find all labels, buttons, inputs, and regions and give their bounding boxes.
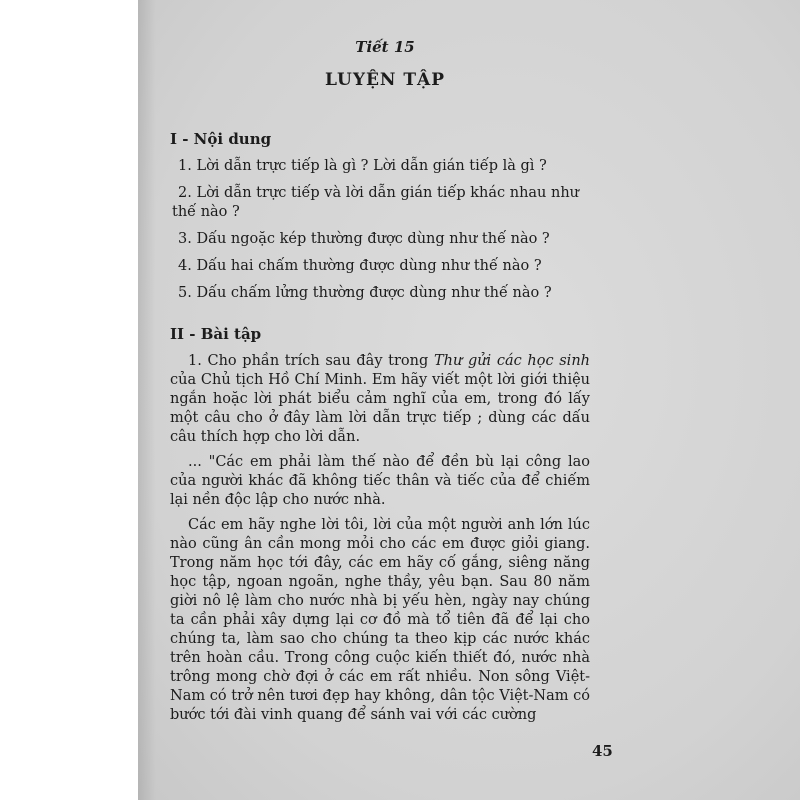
exercise-1-instructions: 1. Cho phần trích sau đây trong Thư gửi các học sinh của Chủ tịch Hồ Chí Minh. Em hãy viết một lời giới thiệu ngắn hoặc lời phát biểu cảm nghĩ của em, trong đó lấy một câu cho ở đây làm lời dẫn trực tiếp ; dùng các dấu câu thích hợp cho lời dẫn. — [170, 353, 590, 445]
page-title: LUYỆN TẬP — [324, 70, 446, 90]
letter-title: Thư gửi các học sinh — [433, 353, 590, 369]
question-1: 1. Lời dẫn trực tiếp là gì ? Lời dẫn gián tiếp là gì ? — [178, 158, 547, 174]
lesson-number: Tiết 15 — [355, 38, 415, 56]
section-heading-content: I - Nội dung — [170, 130, 272, 148]
question-4: 4. Dấu hai chấm thường được dùng như thế nào ? — [178, 258, 542, 274]
quoted-passage-2: Các em hãy nghe lời tôi, lời của một người anh lớn lúc nào cũng ân cần mong mỏi cho các em được giỏi giang. Trong năm học tới đây, các em hãy cố gắng, siêng năng học tập, ngoan ngoãn, nghe thầy, yêu bạn. Sau 80 năm giời nô lệ làm cho nước nhà bị yếu hèn, ngày nay chúng ta cần phải xây dựng lại cơ đồ mà tổ tiên đã để lại cho chúng ta, làm sao cho chúng ta theo kịp các nước khác trên hoàn cầu. Trong công cuộc kiến thiết đó, nước nhà trông mong chờ đợi ở các em rất nhiều. Non sông Việt-Nam có trở nên tươi đẹp hay không, dân tộc Việt-Nam có bước tới đài vinh quang để sánh vai với các cường — [170, 517, 590, 723]
gutter-shadow — [138, 0, 156, 800]
question-3: 3. Dấu ngoặc kép thường được dùng như thế nào ? — [178, 231, 550, 247]
quoted-passage-1: ... "Các em phải làm thế nào để đền bù lại công lao của người khác đã không tiếc thân và tiếc của để chiếm lại nền độc lập cho nước nhà. — [170, 454, 590, 508]
page-content — [170, 38, 590, 731]
question-5: 5. Dấu chấm lửng thường được dùng như thế nào ? — [178, 285, 552, 301]
section-heading-exercises: II - Bài tập — [170, 325, 262, 343]
question-2: 2. Lời dẫn trực tiếp và lời dẫn gián tiếp khác nhau như thế nào ? — [172, 185, 580, 220]
page-number: 45 — [592, 742, 613, 760]
